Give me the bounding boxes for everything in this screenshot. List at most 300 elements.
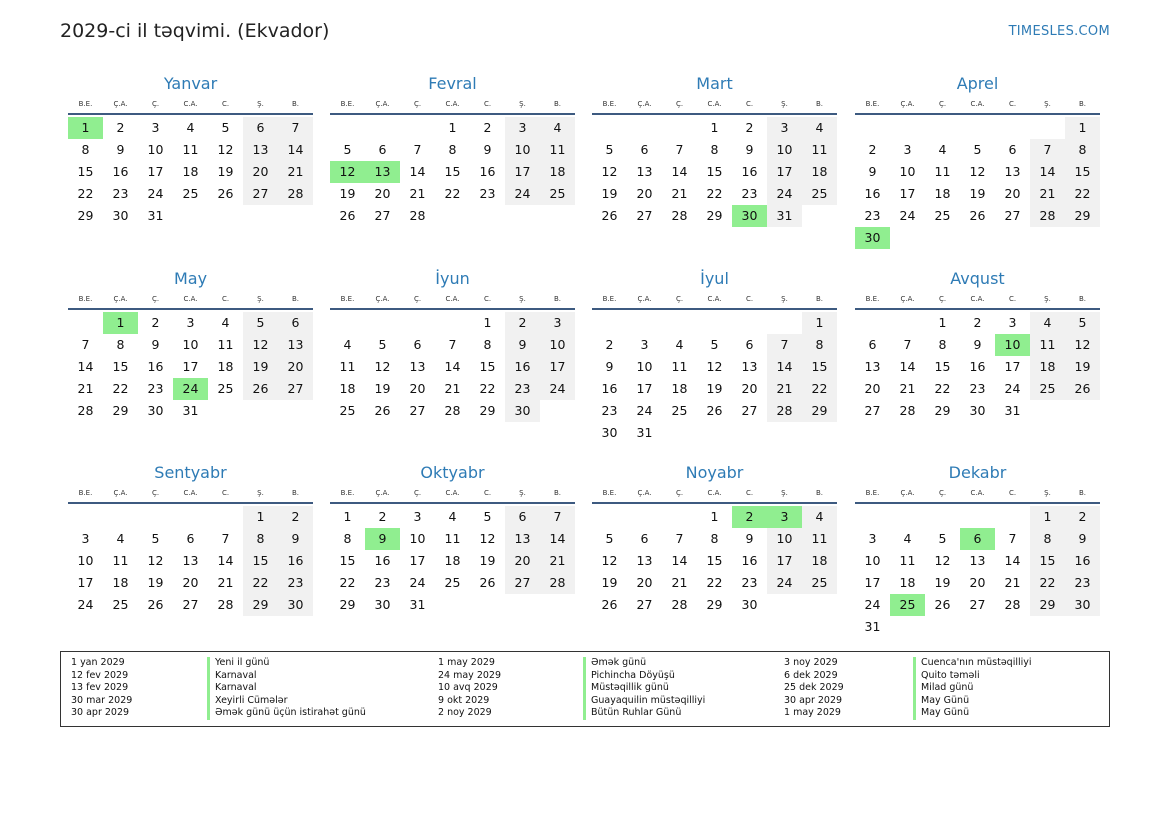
day-cell: 7 xyxy=(675,142,684,157)
week-row xyxy=(855,117,1100,139)
day-cell: 17 xyxy=(899,186,916,201)
weekday-label: Ş. xyxy=(781,100,788,108)
day-cell: 30 xyxy=(112,208,129,223)
week-row xyxy=(592,139,837,161)
day-cell: 29 xyxy=(706,208,723,223)
day-cell: 6 xyxy=(868,337,877,352)
weekday-header xyxy=(855,486,1100,500)
holiday-legend xyxy=(60,651,1110,727)
day-cell: 2 xyxy=(745,120,754,135)
weekday-label: B.E. xyxy=(340,100,355,108)
day-cell: 3 xyxy=(186,315,195,330)
day-cell: 3 xyxy=(868,531,877,546)
header-divider xyxy=(855,308,1100,310)
day-cell: 17 xyxy=(505,161,540,183)
day-cell: 17 xyxy=(636,381,653,396)
day-cell: 5 xyxy=(378,337,387,352)
day-cell: 25 xyxy=(934,208,951,223)
day-cell: 21 xyxy=(1030,183,1065,205)
day-cell: 28 xyxy=(1030,205,1065,227)
holiday-name: Karnaval xyxy=(207,670,257,683)
day-cell: 19 xyxy=(934,575,951,590)
holiday-name: May Günü xyxy=(913,695,969,708)
weekday-label: Ş. xyxy=(257,100,264,108)
holiday-date: 12 fev 2029 xyxy=(71,669,129,681)
day-cell: 20 xyxy=(636,575,653,590)
day-cell: 15 xyxy=(339,553,356,568)
holiday-date: 1 may 2029 xyxy=(438,657,495,668)
empty-day-cell xyxy=(505,205,540,227)
empty-day-cell xyxy=(470,205,505,227)
day-cell: 31 xyxy=(1004,403,1021,418)
day-cell: 7 xyxy=(1030,139,1065,161)
week-row xyxy=(855,312,1100,334)
header-divider xyxy=(592,502,837,504)
week-row xyxy=(330,183,575,205)
day-cell: 21 xyxy=(409,186,426,201)
day-cell: 24 xyxy=(899,208,916,223)
day-cell: 17 xyxy=(540,356,575,378)
week-row xyxy=(330,506,575,528)
week-row xyxy=(855,506,1100,528)
weekday-label: B.E. xyxy=(78,295,93,303)
day-cell: 10 xyxy=(864,553,881,568)
day-cell: 29 xyxy=(112,403,129,418)
day-cell: 30 xyxy=(741,597,758,612)
day-cell: 7 xyxy=(81,337,90,352)
empty-day-cell xyxy=(890,312,925,334)
holiday-date: 10 avq 2029 xyxy=(438,682,498,693)
weekday-label: B.E. xyxy=(602,100,617,108)
day-cell: 23 xyxy=(741,186,758,201)
empty-day-cell xyxy=(890,616,925,638)
month-calendar xyxy=(330,73,575,227)
week-row xyxy=(592,205,837,227)
weekday-label: Ş. xyxy=(519,489,526,497)
weekday-label: C. xyxy=(1008,489,1017,497)
week-row xyxy=(855,572,1100,594)
day-cell: 18 xyxy=(182,164,199,179)
day-cell: 19 xyxy=(217,164,234,179)
day-cell: 6 xyxy=(505,506,540,528)
week-row xyxy=(592,572,837,594)
day-cell: 21 xyxy=(444,381,461,396)
day-cell: 8 xyxy=(710,531,719,546)
month-calendar xyxy=(592,462,837,616)
day-cell: 23 xyxy=(479,186,496,201)
day-cell: 16 xyxy=(278,550,313,572)
empty-day-cell xyxy=(243,400,278,422)
weekday-label: Ç.A. xyxy=(900,489,915,497)
day-cell: 7 xyxy=(540,506,575,528)
week-row xyxy=(855,594,1100,616)
day-cell: 27 xyxy=(1004,208,1021,223)
weekday-label: Ç.A. xyxy=(113,100,128,108)
holiday-date: 30 apr 2029 xyxy=(71,707,130,718)
day-cell: 12 xyxy=(706,359,723,374)
day-cell: 12 xyxy=(1065,334,1100,356)
day-cell: 4 xyxy=(540,117,575,139)
day-cell: 4 xyxy=(343,337,352,352)
weekday-label: C. xyxy=(745,489,754,497)
day-cell: 27 xyxy=(864,403,881,418)
day-cell: 28 xyxy=(671,597,688,612)
weekday-label: B. xyxy=(815,489,824,497)
day-cell: 13 xyxy=(969,553,986,568)
day-cell: 27 xyxy=(636,597,653,612)
day-cell: 11 xyxy=(217,337,234,352)
month-name: Yanvar xyxy=(163,74,218,93)
day-cell: 17 xyxy=(767,161,802,183)
empty-day-cell xyxy=(802,594,837,616)
header-divider xyxy=(330,113,575,115)
day-cell: 27 xyxy=(969,597,986,612)
day-cell: 7 xyxy=(1008,531,1017,546)
month-name: May xyxy=(173,269,208,288)
week-row xyxy=(330,356,575,378)
weekday-label: C.A. xyxy=(970,295,985,303)
day-cell: 26 xyxy=(1065,378,1100,400)
day-cell: 16 xyxy=(505,356,540,378)
weekday-label: Ç. xyxy=(413,489,422,497)
day-cell: 13 xyxy=(636,553,653,568)
empty-day-cell xyxy=(540,205,575,227)
weekday-label: B.E. xyxy=(340,489,355,497)
weekday-header xyxy=(68,486,313,500)
week-row xyxy=(68,572,313,594)
day-cell: 28 xyxy=(1004,597,1021,612)
holiday-date: 9 okt 2029 xyxy=(438,694,490,706)
day-cell: 16 xyxy=(147,359,164,374)
empty-day-cell xyxy=(1065,227,1100,249)
day-cell: 28 xyxy=(77,403,94,418)
day-cell: 3 xyxy=(81,531,90,546)
weekday-label: C.A. xyxy=(183,295,198,303)
day-cell: 19 xyxy=(1065,356,1100,378)
empty-day-cell xyxy=(435,205,470,227)
day-cell: 14 xyxy=(409,164,426,179)
weekday-label: Ç. xyxy=(151,295,160,303)
day-cell: 10 xyxy=(409,531,426,546)
empty-day-cell xyxy=(697,422,732,444)
weekday-label: B.E. xyxy=(602,489,617,497)
week-row xyxy=(330,400,575,422)
day-cell: 11 xyxy=(339,359,356,374)
day-cell: 2 xyxy=(868,142,877,157)
day-cell: 26 xyxy=(969,208,986,223)
day-cell: 2 xyxy=(278,506,313,528)
weekday-label: Ç.A. xyxy=(637,295,652,303)
day-cell: 22 xyxy=(802,378,837,400)
day-cell: 31 xyxy=(147,208,164,223)
empty-day-cell xyxy=(890,506,925,528)
day-cell: 15 xyxy=(444,164,461,179)
day-cell: 5 xyxy=(973,142,982,157)
day-cell: 14 xyxy=(1030,161,1065,183)
day-cell: 3 xyxy=(505,117,540,139)
holiday-name: Müstəqillik günü xyxy=(583,682,669,695)
day-cell: 18 xyxy=(444,553,461,568)
header-divider xyxy=(592,113,837,115)
holiday-name: Quito təməli xyxy=(913,670,980,683)
empty-day-cell xyxy=(925,506,960,528)
day-cell: 13 xyxy=(1004,164,1021,179)
weekday-label: C.A. xyxy=(707,295,722,303)
weekday-header xyxy=(592,97,837,111)
day-cell: 21 xyxy=(278,161,313,183)
weekday-label: Ç. xyxy=(675,489,684,497)
day-cell: 19 xyxy=(706,381,723,396)
day-cell: 18 xyxy=(802,550,837,572)
empty-day-cell xyxy=(1030,616,1065,638)
empty-day-cell xyxy=(1030,117,1065,139)
day-cell: 20 xyxy=(278,356,313,378)
day-cell: 6 xyxy=(640,142,649,157)
holiday-date: 24 may 2029 xyxy=(438,669,502,681)
weekday-label: C. xyxy=(483,295,492,303)
holiday-name: May Günü xyxy=(913,707,969,720)
day-cell: 11 xyxy=(444,531,461,546)
empty-day-cell xyxy=(278,400,313,422)
day-cell: 2 xyxy=(605,337,614,352)
week-row xyxy=(68,594,313,616)
day-cell: 12 xyxy=(147,553,164,568)
weekday-label: C.A. xyxy=(183,100,198,108)
holiday-name: Əmək günü üçün istirahət günü xyxy=(207,707,366,720)
weekday-label: B. xyxy=(1078,489,1087,497)
empty-day-cell xyxy=(662,422,697,444)
weekday-label: B.E. xyxy=(865,295,880,303)
empty-day-cell xyxy=(173,205,208,227)
day-cell: 16 xyxy=(1065,550,1100,572)
day-cell: 16 xyxy=(969,359,986,374)
day-cell: 15 xyxy=(802,356,837,378)
day-cell: 5 xyxy=(605,531,614,546)
day-cell: 30 xyxy=(969,403,986,418)
day-cell: 11 xyxy=(671,359,688,374)
day-cell: 26 xyxy=(934,597,951,612)
empty-day-cell xyxy=(732,422,767,444)
week-row xyxy=(592,334,837,356)
week-row xyxy=(330,572,575,594)
week-row xyxy=(68,356,313,378)
empty-day-cell xyxy=(365,117,400,139)
month-name: Aprel xyxy=(956,74,999,93)
weekday-label: Ç.A. xyxy=(637,100,652,108)
site-link[interactable]: TIMESLES.COM xyxy=(1008,24,1110,39)
month-name: Fevral xyxy=(428,74,477,93)
day-cell: 22 xyxy=(1065,183,1100,205)
day-cell: 9 xyxy=(116,142,125,157)
day-cell: 14 xyxy=(77,359,94,374)
day-cell: 29 xyxy=(934,403,951,418)
weekday-label: B.E. xyxy=(602,295,617,303)
day-cell: 25 xyxy=(444,575,461,590)
day-cell: 12 xyxy=(601,164,618,179)
weekday-label: B. xyxy=(291,100,300,108)
holiday-date: 6 dek 2029 xyxy=(784,669,838,681)
day-cell: 21 xyxy=(540,550,575,572)
day-cell: 14 xyxy=(444,359,461,374)
weekday-label: C. xyxy=(745,100,754,108)
day-cell: 24 xyxy=(864,597,881,612)
day-cell: 3 xyxy=(540,312,575,334)
day-cell: 5 xyxy=(710,337,719,352)
weekday-label: C.A. xyxy=(183,489,198,497)
weekday-label: Ç. xyxy=(413,295,422,303)
empty-day-cell xyxy=(995,117,1030,139)
weekday-label: C. xyxy=(221,100,230,108)
day-cell: 24 xyxy=(540,378,575,400)
week-row xyxy=(330,528,575,550)
day-cell: 1 xyxy=(448,120,457,135)
day-cell: 8 xyxy=(448,142,457,157)
empty-day-cell xyxy=(330,117,365,139)
week-row xyxy=(592,594,837,616)
day-cell: 4 xyxy=(675,337,684,352)
weekday-label: C.A. xyxy=(707,100,722,108)
month-name: Noyabr xyxy=(685,463,744,482)
day-cell: 13 xyxy=(278,334,313,356)
weekday-label: Ç. xyxy=(413,100,422,108)
day-cell: 5 xyxy=(483,509,492,524)
day-cell: 27 xyxy=(741,403,758,418)
week-row xyxy=(330,117,575,139)
day-cell: 27 xyxy=(505,572,540,594)
day-cell: 15 xyxy=(706,553,723,568)
day-cell: 28 xyxy=(217,597,234,612)
day-cell: 4 xyxy=(186,120,195,135)
day-cell: 16 xyxy=(374,553,391,568)
month-name: Mart xyxy=(696,74,733,93)
day-cell: 4 xyxy=(938,142,947,157)
weekday-label: B. xyxy=(1078,295,1087,303)
day-cell: 20 xyxy=(182,575,199,590)
day-cell: 5 xyxy=(1065,312,1100,334)
holiday-day-cell: 30 xyxy=(855,227,890,249)
holiday-day-cell: 12 xyxy=(330,161,365,183)
day-cell: 4 xyxy=(448,509,457,524)
holiday-day-cell: 1 xyxy=(103,312,138,334)
weekday-label: Ş. xyxy=(257,489,264,497)
weekday-label: Ş. xyxy=(519,100,526,108)
day-cell: 22 xyxy=(706,575,723,590)
day-cell: 21 xyxy=(1004,575,1021,590)
weekday-label: Ç.A. xyxy=(900,295,915,303)
empty-day-cell xyxy=(173,506,208,528)
day-cell: 24 xyxy=(636,403,653,418)
week-row xyxy=(330,161,575,183)
day-cell: 12 xyxy=(479,531,496,546)
header-divider xyxy=(855,502,1100,504)
day-cell: 8 xyxy=(116,337,125,352)
day-cell: 11 xyxy=(802,528,837,550)
day-cell: 3 xyxy=(640,337,649,352)
day-cell: 15 xyxy=(1030,550,1065,572)
week-row xyxy=(68,117,313,139)
empty-day-cell xyxy=(400,117,435,139)
day-cell: 21 xyxy=(671,575,688,590)
day-cell: 6 xyxy=(243,117,278,139)
day-cell: 11 xyxy=(112,553,129,568)
empty-day-cell xyxy=(330,312,365,334)
holiday-date: 13 fev 2029 xyxy=(71,682,129,693)
day-cell: 3 xyxy=(903,142,912,157)
day-cell: 1 xyxy=(802,312,837,334)
day-cell: 15 xyxy=(112,359,129,374)
day-cell: 6 xyxy=(640,531,649,546)
day-cell: 28 xyxy=(278,183,313,205)
weekday-label: Ç. xyxy=(151,489,160,497)
day-cell: 21 xyxy=(671,186,688,201)
day-cell: 13 xyxy=(409,359,426,374)
empty-day-cell xyxy=(208,506,243,528)
empty-day-cell xyxy=(627,506,662,528)
day-cell: 18 xyxy=(217,359,234,374)
day-cell: 7 xyxy=(413,142,422,157)
day-cell: 15 xyxy=(243,550,278,572)
weekday-label: Ç. xyxy=(938,295,947,303)
month-name: Sentyabr xyxy=(154,463,227,482)
day-cell: 3 xyxy=(151,120,160,135)
day-cell: 23 xyxy=(741,575,758,590)
empty-day-cell xyxy=(1065,616,1100,638)
month-name: Oktyabr xyxy=(420,463,485,482)
weekday-label: Ç. xyxy=(938,100,947,108)
week-row xyxy=(592,378,837,400)
day-cell: 25 xyxy=(112,597,129,612)
weekday-label: C. xyxy=(745,295,754,303)
day-cell: 21 xyxy=(77,381,94,396)
empty-day-cell xyxy=(855,506,890,528)
week-row xyxy=(330,378,575,400)
empty-day-cell xyxy=(925,616,960,638)
day-cell: 11 xyxy=(802,139,837,161)
day-cell: 5 xyxy=(151,531,160,546)
day-cell: 9 xyxy=(151,337,160,352)
day-cell: 9 xyxy=(278,528,313,550)
weekday-label: B.E. xyxy=(78,100,93,108)
day-cell: 6 xyxy=(378,142,387,157)
day-cell: 19 xyxy=(969,186,986,201)
day-cell: 30 xyxy=(1065,594,1100,616)
day-cell: 5 xyxy=(605,142,614,157)
empty-day-cell xyxy=(68,312,103,334)
week-row xyxy=(855,205,1100,227)
day-cell: 24 xyxy=(767,572,802,594)
holiday-name: Pichincha Döyüşü xyxy=(583,670,675,683)
empty-day-cell xyxy=(697,312,732,334)
day-cell: 3 xyxy=(1008,315,1017,330)
empty-day-cell xyxy=(855,117,890,139)
day-cell: 1 xyxy=(243,506,278,528)
day-cell: 28 xyxy=(540,572,575,594)
day-cell: 9 xyxy=(745,142,754,157)
holiday-date: 25 dek 2029 xyxy=(784,682,844,693)
day-cell: 20 xyxy=(864,381,881,396)
day-cell: 2 xyxy=(1065,506,1100,528)
day-cell: 5 xyxy=(938,531,947,546)
day-cell: 29 xyxy=(339,597,356,612)
day-cell: 7 xyxy=(903,337,912,352)
empty-day-cell xyxy=(960,117,995,139)
day-cell: 19 xyxy=(339,186,356,201)
day-cell: 29 xyxy=(479,403,496,418)
day-cell: 4 xyxy=(116,531,125,546)
day-cell: 26 xyxy=(479,575,496,590)
weekday-label: B.E. xyxy=(865,100,880,108)
day-cell: 24 xyxy=(147,186,164,201)
